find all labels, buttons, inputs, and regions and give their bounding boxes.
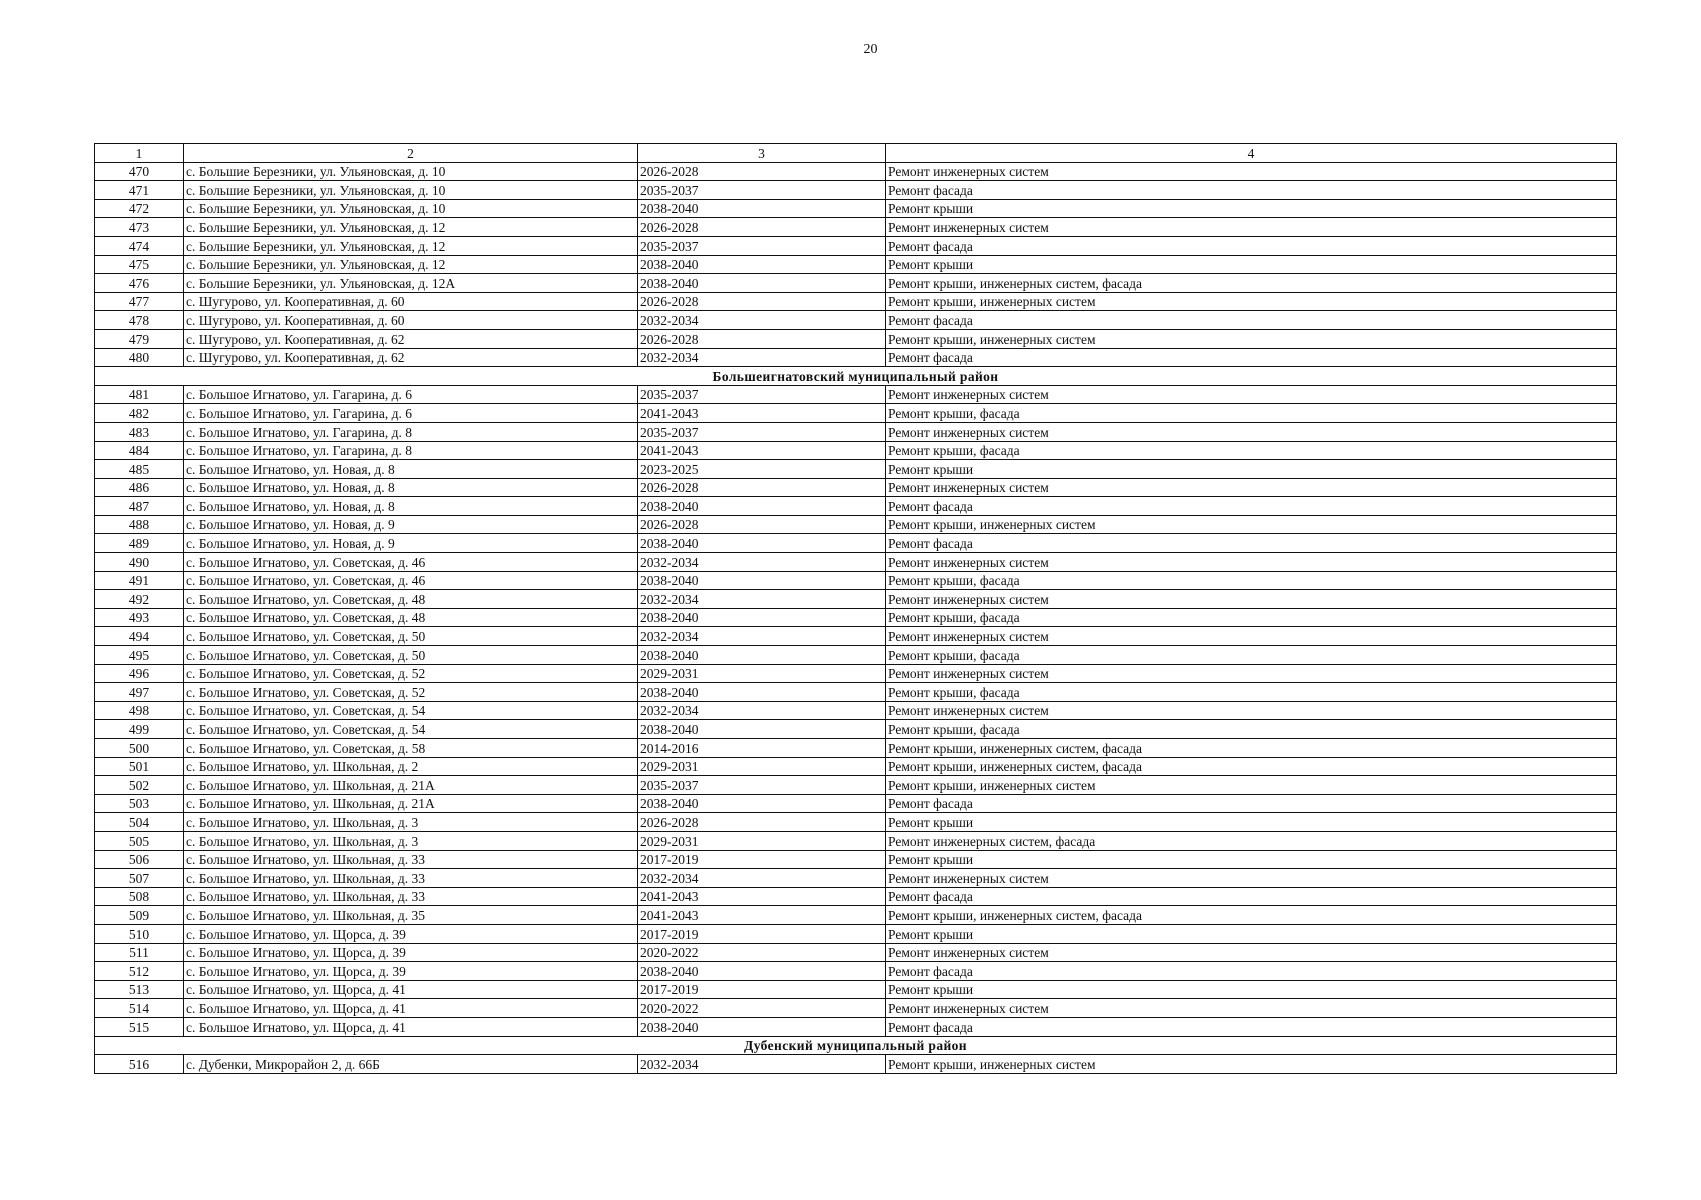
table-row	[95, 515, 1617, 534]
period-cell: 2035-2037	[638, 181, 886, 200]
period-cell: 2026-2028	[638, 515, 886, 534]
row-number: 511	[95, 943, 184, 962]
table-row	[95, 701, 1617, 720]
row-number: 515	[95, 1017, 184, 1036]
period-cell: 2032-2034	[638, 348, 886, 367]
address-cell: с. Большие Березники, ул. Ульяновская, д. 12	[184, 218, 638, 237]
address-cell: с. Большое Игнатово, ул. Гагарина, д. 8	[184, 441, 638, 460]
row-number: 494	[95, 627, 184, 646]
period-cell: 2020-2022	[638, 943, 886, 962]
period-cell: 2032-2034	[638, 590, 886, 609]
work-type-cell: Ремонт крыши, инженерных систем, фасада	[886, 906, 1617, 925]
table-row	[95, 608, 1617, 627]
address-cell: с. Большое Игнатово, ул. Школьная, д. 33	[184, 869, 638, 888]
table-row	[95, 199, 1617, 218]
table-row	[95, 571, 1617, 590]
address-cell: с. Большое Игнатово, ул. Советская, д. 52	[184, 683, 638, 702]
period-cell: 2038-2040	[638, 794, 886, 813]
work-type-cell: Ремонт крыши, фасада	[886, 441, 1617, 460]
work-type-cell: Ремонт фасада	[886, 962, 1617, 981]
period-cell: 2038-2040	[638, 683, 886, 702]
work-type-cell: Ремонт инженерных систем	[886, 664, 1617, 683]
address-cell: с. Большие Березники, ул. Ульяновская, д. 10	[184, 181, 638, 200]
row-number: 478	[95, 311, 184, 330]
period-cell: 2041-2043	[638, 441, 886, 460]
address-cell: с. Большое Игнатово, ул. Школьная, д. 21А	[184, 794, 638, 813]
period-cell: 2026-2028	[638, 292, 886, 311]
address-cell: с. Большое Игнатово, ул. Советская, д. 58	[184, 739, 638, 758]
table-row	[95, 181, 1617, 200]
period-cell: 2035-2037	[638, 422, 886, 441]
period-cell: 2035-2037	[638, 385, 886, 404]
table-row	[95, 218, 1617, 237]
row-number: 481	[95, 385, 184, 404]
row-number: 507	[95, 869, 184, 888]
work-type-cell: Ремонт инженерных систем	[886, 701, 1617, 720]
table-row	[95, 497, 1617, 516]
work-type-cell: Ремонт инженерных систем	[886, 478, 1617, 497]
row-number: 497	[95, 683, 184, 702]
section-heading-row	[95, 367, 1617, 386]
work-type-cell: Ремонт крыши, фасада	[886, 571, 1617, 590]
address-cell: с. Большое Игнатово, ул. Школьная, д. 33	[184, 850, 638, 869]
period-cell: 2038-2040	[638, 274, 886, 293]
table-row	[95, 553, 1617, 572]
column-number-1: 1	[95, 144, 184, 163]
row-number: 504	[95, 813, 184, 832]
table-row	[95, 869, 1617, 888]
table-row	[95, 348, 1617, 367]
address-cell: с. Большое Игнатово, ул. Гагарина, д. 8	[184, 422, 638, 441]
table-row	[95, 236, 1617, 255]
page-number: 20	[863, 42, 878, 57]
address-cell: с. Большое Игнатово, ул. Советская, д. 46	[184, 571, 638, 590]
work-type-cell: Ремонт фасада	[886, 348, 1617, 367]
work-type-cell: Ремонт крыши	[886, 813, 1617, 832]
table-row	[95, 664, 1617, 683]
work-type-cell: Ремонт инженерных систем	[886, 627, 1617, 646]
period-cell: 2020-2022	[638, 999, 886, 1018]
address-cell: с. Большие Березники, ул. Ульяновская, д. 10	[184, 162, 638, 181]
address-cell: с. Большое Игнатово, ул. Школьная, д. 3	[184, 831, 638, 850]
row-number: 490	[95, 553, 184, 572]
address-cell: с. Большое Игнатово, ул. Гагарина, д. 6	[184, 385, 638, 404]
table-row	[95, 1055, 1617, 1074]
work-type-cell: Ремонт крыши, инженерных систем, фасада	[886, 274, 1617, 293]
row-number: 476	[95, 274, 184, 293]
row-number: 483	[95, 422, 184, 441]
address-cell: с. Большое Игнатово, ул. Щорса, д. 41	[184, 1017, 638, 1036]
address-cell: с. Большое Игнатово, ул. Советская, д. 50	[184, 627, 638, 646]
district-heading: Дубенский муниципальный район	[95, 1036, 1617, 1055]
period-cell: 2041-2043	[638, 404, 886, 423]
row-number: 486	[95, 478, 184, 497]
period-cell: 2017-2019	[638, 980, 886, 999]
address-cell: с. Большое Игнатово, ул. Гагарина, д. 6	[184, 404, 638, 423]
work-type-cell: Ремонт крыши, инженерных систем	[886, 1055, 1617, 1074]
work-type-cell: Ремонт инженерных систем, фасада	[886, 831, 1617, 850]
table-body	[95, 144, 1617, 1074]
period-cell: 2017-2019	[638, 850, 886, 869]
work-type-cell: Ремонт инженерных систем	[886, 218, 1617, 237]
row-number: 513	[95, 980, 184, 999]
work-type-cell: Ремонт фасада	[886, 534, 1617, 553]
work-type-cell: Ремонт фасада	[886, 1017, 1617, 1036]
work-type-cell: Ремонт фасада	[886, 887, 1617, 906]
table-row	[95, 274, 1617, 293]
address-cell: с. Шугурово, ул. Кооперативная, д. 60	[184, 292, 638, 311]
address-cell: с. Большое Игнатово, ул. Школьная, д. 35	[184, 906, 638, 925]
work-type-cell: Ремонт крыши	[886, 924, 1617, 943]
row-number: 506	[95, 850, 184, 869]
work-type-cell: Ремонт крыши, фасада	[886, 608, 1617, 627]
table-row	[95, 646, 1617, 665]
repair-schedule-table	[94, 143, 1617, 1074]
table-row	[95, 534, 1617, 553]
work-type-cell: Ремонт крыши, инженерных систем	[886, 292, 1617, 311]
column-number-3: 3	[638, 144, 886, 163]
row-number: 487	[95, 497, 184, 516]
address-cell: с. Большие Березники, ул. Ульяновская, д. 12	[184, 236, 638, 255]
work-type-cell: Ремонт инженерных систем	[886, 869, 1617, 888]
table-row	[95, 720, 1617, 739]
address-cell: с. Большие Березники, ул. Ульяновская, д. 12А	[184, 274, 638, 293]
row-number: 496	[95, 664, 184, 683]
work-type-cell: Ремонт крыши, фасада	[886, 683, 1617, 702]
period-cell: 2032-2034	[638, 869, 886, 888]
address-cell: с. Большое Игнатово, ул. Новая, д. 8	[184, 478, 638, 497]
table-row	[95, 404, 1617, 423]
address-cell: с. Большое Игнатово, ул. Щорса, д. 41	[184, 999, 638, 1018]
row-number: 495	[95, 646, 184, 665]
row-number: 499	[95, 720, 184, 739]
work-type-cell: Ремонт крыши	[886, 980, 1617, 999]
table-row	[95, 999, 1617, 1018]
period-cell: 2014-2016	[638, 739, 886, 758]
work-type-cell: Ремонт фасада	[886, 497, 1617, 516]
row-number: 510	[95, 924, 184, 943]
row-number: 479	[95, 329, 184, 348]
work-type-cell: Ремонт фасада	[886, 311, 1617, 330]
row-number: 482	[95, 404, 184, 423]
work-type-cell: Ремонт инженерных систем	[886, 385, 1617, 404]
period-cell: 2029-2031	[638, 757, 886, 776]
work-type-cell: Ремонт фасада	[886, 236, 1617, 255]
table-row	[95, 776, 1617, 795]
row-number: 477	[95, 292, 184, 311]
period-cell: 2038-2040	[638, 199, 886, 218]
address-cell: с. Большое Игнатово, ул. Щорса, д. 41	[184, 980, 638, 999]
work-type-cell: Ремонт инженерных систем	[886, 162, 1617, 181]
address-cell: с. Большое Игнатово, ул. Школьная, д. 3	[184, 813, 638, 832]
address-cell: с. Дубенки, Микрорайон 2, д. 66Б	[184, 1055, 638, 1074]
period-cell: 2038-2040	[638, 1017, 886, 1036]
period-cell: 2035-2037	[638, 236, 886, 255]
period-cell: 2029-2031	[638, 664, 886, 683]
table-row	[95, 980, 1617, 999]
address-cell: с. Большие Березники, ул. Ульяновская, д. 12	[184, 255, 638, 274]
work-type-cell: Ремонт фасада	[886, 794, 1617, 813]
period-cell: 2029-2031	[638, 831, 886, 850]
period-cell: 2038-2040	[638, 571, 886, 590]
row-number: 489	[95, 534, 184, 553]
column-number-2: 2	[184, 144, 638, 163]
row-number: 509	[95, 906, 184, 925]
column-number-row	[95, 144, 1617, 163]
table-row	[95, 329, 1617, 348]
period-cell: 2041-2043	[638, 906, 886, 925]
row-number: 516	[95, 1055, 184, 1074]
address-cell: с. Большое Игнатово, ул. Школьная, д. 21А	[184, 776, 638, 795]
table-row	[95, 924, 1617, 943]
table-row	[95, 385, 1617, 404]
work-type-cell: Ремонт крыши, фасада	[886, 720, 1617, 739]
period-cell: 2026-2028	[638, 329, 886, 348]
row-number: 472	[95, 199, 184, 218]
work-type-cell: Ремонт крыши, инженерных систем, фасада	[886, 739, 1617, 758]
row-number: 488	[95, 515, 184, 534]
row-number: 498	[95, 701, 184, 720]
table-row	[95, 162, 1617, 181]
table-row	[95, 850, 1617, 869]
period-cell: 2038-2040	[638, 720, 886, 739]
row-number: 475	[95, 255, 184, 274]
table-row	[95, 627, 1617, 646]
period-cell: 2038-2040	[638, 962, 886, 981]
table-row	[95, 1017, 1617, 1036]
row-number: 500	[95, 739, 184, 758]
work-type-cell: Ремонт крыши, инженерных систем	[886, 515, 1617, 534]
period-cell: 2038-2040	[638, 646, 886, 665]
address-cell: с. Большое Игнатово, ул. Новая, д. 9	[184, 515, 638, 534]
address-cell: с. Большое Игнатово, ул. Щорса, д. 39	[184, 943, 638, 962]
table-row	[95, 292, 1617, 311]
row-number: 505	[95, 831, 184, 850]
work-type-cell: Ремонт крыши, фасада	[886, 646, 1617, 665]
table-row	[95, 757, 1617, 776]
table-row	[95, 311, 1617, 330]
period-cell: 2038-2040	[638, 608, 886, 627]
row-number: 471	[95, 181, 184, 200]
period-cell: 2032-2034	[638, 627, 886, 646]
address-cell: с. Большое Игнатово, ул. Щорса, д. 39	[184, 962, 638, 981]
work-type-cell: Ремонт крыши, фасада	[886, 404, 1617, 423]
table-row	[95, 887, 1617, 906]
work-type-cell: Ремонт инженерных систем	[886, 999, 1617, 1018]
address-cell: с. Большое Игнатово, ул. Советская, д. 46	[184, 553, 638, 572]
table-row	[95, 422, 1617, 441]
row-number: 485	[95, 460, 184, 479]
row-number: 493	[95, 608, 184, 627]
address-cell: с. Большие Березники, ул. Ульяновская, д. 10	[184, 199, 638, 218]
row-number: 491	[95, 571, 184, 590]
work-type-cell: Ремонт фасада	[886, 181, 1617, 200]
table-row	[95, 478, 1617, 497]
address-cell: с. Большое Игнатово, ул. Советская, д. 48	[184, 590, 638, 609]
column-number-4: 4	[886, 144, 1617, 163]
period-cell: 2035-2037	[638, 776, 886, 795]
work-type-cell: Ремонт крыши	[886, 850, 1617, 869]
work-type-cell: Ремонт инженерных систем	[886, 590, 1617, 609]
address-cell: с. Большое Игнатово, ул. Новая, д. 8	[184, 460, 638, 479]
work-type-cell: Ремонт крыши, инженерных систем	[886, 329, 1617, 348]
section-heading-row	[95, 1036, 1617, 1055]
row-number: 502	[95, 776, 184, 795]
period-cell: 2041-2043	[638, 887, 886, 906]
row-number: 480	[95, 348, 184, 367]
work-type-cell: Ремонт крыши	[886, 199, 1617, 218]
period-cell: 2026-2028	[638, 162, 886, 181]
address-cell: с. Большое Игнатово, ул. Новая, д. 9	[184, 534, 638, 553]
row-number: 512	[95, 962, 184, 981]
address-cell: с. Шугурово, ул. Кооперативная, д. 60	[184, 311, 638, 330]
table-row	[95, 255, 1617, 274]
work-type-cell: Ремонт инженерных систем	[886, 422, 1617, 441]
table-row	[95, 794, 1617, 813]
row-number: 484	[95, 441, 184, 460]
period-cell: 2038-2040	[638, 497, 886, 516]
table-row	[95, 831, 1617, 850]
period-cell: 2038-2040	[638, 255, 886, 274]
row-number: 470	[95, 162, 184, 181]
period-cell: 2038-2040	[638, 534, 886, 553]
table-row	[95, 590, 1617, 609]
table-row	[95, 906, 1617, 925]
table-row	[95, 739, 1617, 758]
row-number: 514	[95, 999, 184, 1018]
address-cell: с. Большое Игнатово, ул. Советская, д. 54	[184, 720, 638, 739]
address-cell: с. Большое Игнатово, ул. Советская, д. 52	[184, 664, 638, 683]
period-cell: 2026-2028	[638, 218, 886, 237]
period-cell: 2026-2028	[638, 478, 886, 497]
address-cell: с. Большое Игнатово, ул. Школьная, д. 2	[184, 757, 638, 776]
row-number: 473	[95, 218, 184, 237]
row-number: 508	[95, 887, 184, 906]
row-number: 474	[95, 236, 184, 255]
row-number: 501	[95, 757, 184, 776]
district-heading: Большеигнатовский муниципальный район	[95, 367, 1617, 386]
table-row	[95, 460, 1617, 479]
period-cell: 2023-2025	[638, 460, 886, 479]
address-cell: с. Большое Игнатово, ул. Новая, д. 8	[184, 497, 638, 516]
table-row	[95, 683, 1617, 702]
work-type-cell: Ремонт крыши, инженерных систем	[886, 776, 1617, 795]
period-cell: 2026-2028	[638, 813, 886, 832]
address-cell: с. Большое Игнатово, ул. Советская, д. 48	[184, 608, 638, 627]
address-cell: с. Шугурово, ул. Кооперативная, д. 62	[184, 348, 638, 367]
work-type-cell: Ремонт крыши, инженерных систем, фасада	[886, 757, 1617, 776]
address-cell: с. Большое Игнатово, ул. Советская, д. 54	[184, 701, 638, 720]
address-cell: с. Большое Игнатово, ул. Школьная, д. 33	[184, 887, 638, 906]
row-number: 503	[95, 794, 184, 813]
address-cell: с. Большое Игнатово, ул. Щорса, д. 39	[184, 924, 638, 943]
period-cell: 2017-2019	[638, 924, 886, 943]
period-cell: 2032-2034	[638, 311, 886, 330]
period-cell: 2032-2034	[638, 553, 886, 572]
address-cell: с. Большое Игнатово, ул. Советская, д. 50	[184, 646, 638, 665]
period-cell: 2032-2034	[638, 1055, 886, 1074]
table-row	[95, 441, 1617, 460]
work-type-cell: Ремонт крыши	[886, 460, 1617, 479]
work-type-cell: Ремонт инженерных систем	[886, 553, 1617, 572]
period-cell: 2032-2034	[638, 701, 886, 720]
table-row	[95, 962, 1617, 981]
work-type-cell: Ремонт инженерных систем	[886, 943, 1617, 962]
table-row	[95, 813, 1617, 832]
row-number: 492	[95, 590, 184, 609]
work-type-cell: Ремонт крыши	[886, 255, 1617, 274]
table-row	[95, 943, 1617, 962]
address-cell: с. Шугурово, ул. Кооперативная, д. 62	[184, 329, 638, 348]
